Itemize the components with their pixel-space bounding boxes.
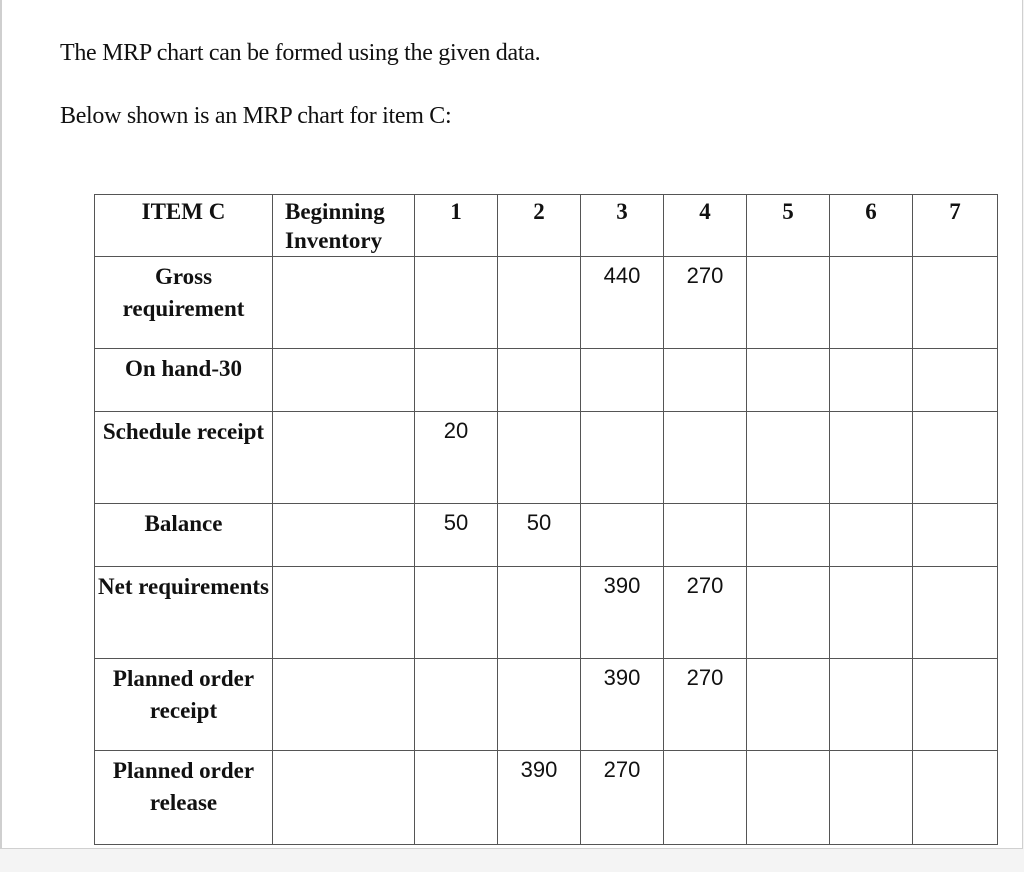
table-cell: 50 [415,504,498,567]
table-row [95,659,998,751]
table-cell [273,412,415,504]
table-cell [581,349,664,412]
intro-paragraph-2: Below shown is an MRP chart for item C: [60,103,452,129]
table-cell [498,567,581,659]
table-cell [498,349,581,412]
table-cell [830,659,913,751]
table-cell [830,257,913,349]
table-cell: 270 [664,257,747,349]
table-cell [273,659,415,751]
table-cell [830,412,913,504]
column-header: 7 [913,195,998,257]
table-cell [415,567,498,659]
table-cell [913,659,998,751]
table-cell [913,257,998,349]
table-cell [664,504,747,567]
table-header-row [95,195,998,257]
row-label: Balance [95,504,273,567]
table-cell [830,567,913,659]
table-cell [415,659,498,751]
table-cell [913,412,998,504]
table-cell [747,257,830,349]
table-cell [747,567,830,659]
table-row [95,504,998,567]
table-cell: 440 [581,257,664,349]
table-cell: 390 [581,659,664,751]
table-cell [747,349,830,412]
table-cell [664,751,747,845]
column-header: 1 [415,195,498,257]
table-cell [830,349,913,412]
column-header: 2 [498,195,581,257]
table-cell [273,349,415,412]
table-cell: 20 [415,412,498,504]
table-cell [913,751,998,845]
table-cell [581,504,664,567]
table-cell [747,751,830,845]
table-cell [581,412,664,504]
table-cell [664,412,747,504]
table-row [95,257,998,349]
row-label: Planned order release [95,751,273,845]
table-cell [498,412,581,504]
mrp-table [94,194,998,845]
table-cell [498,257,581,349]
table-cell [273,567,415,659]
table-cell [747,504,830,567]
column-header: 3 [581,195,664,257]
table-cell [415,349,498,412]
table-cell [273,751,415,845]
table-cell: 390 [498,751,581,845]
table-cell [498,659,581,751]
column-header: 4 [664,195,747,257]
table-row [95,751,998,845]
table-cell [273,504,415,567]
table-cell: 390 [581,567,664,659]
table-cell: 270 [664,659,747,751]
column-header: ITEM C [95,195,273,257]
table-cell [415,257,498,349]
row-label: On hand-30 [95,349,273,412]
table-cell: 270 [664,567,747,659]
table-cell [747,659,830,751]
row-label: Planned order receipt [95,659,273,751]
row-label: Net requirements [95,567,273,659]
intro-paragraph-1: The MRP chart can be formed using the given data. [60,40,541,66]
row-label: Schedule receipt [95,412,273,504]
table-cell [415,751,498,845]
table-row [95,349,998,412]
table-cell [913,504,998,567]
row-label: Gross requirement [95,257,273,349]
table-cell [913,567,998,659]
table-cell [273,257,415,349]
column-header: 6 [830,195,913,257]
table-cell: 50 [498,504,581,567]
table-cell [664,349,747,412]
table-cell: 270 [581,751,664,845]
table-cell [747,412,830,504]
column-header: 5 [747,195,830,257]
table-row [95,567,998,659]
table-cell [830,751,913,845]
table-cell [830,504,913,567]
table-row [95,412,998,504]
table-cell [913,349,998,412]
page-left-rule [0,0,2,848]
column-header: Beginning Inventory [273,195,415,257]
